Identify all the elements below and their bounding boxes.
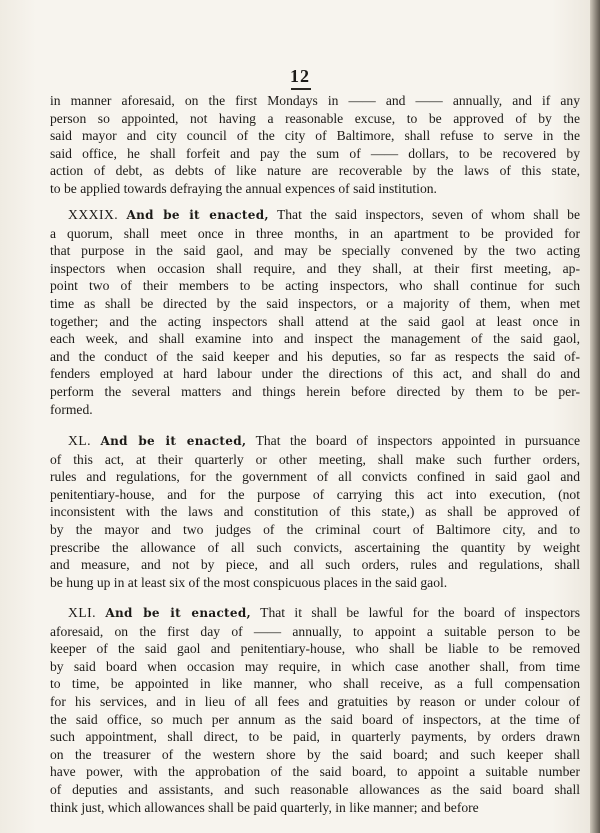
text-line: prescribe the allowance of all such convicts, ascertaining the quantity by weight [50,539,580,555]
text-line: be hung up in at least six of the most conspicuous places in the said gaol. [50,574,448,590]
enacting-clause: And be it enacted, [105,606,252,620]
text-line: fenders employed at hard labour under the directions of this act, and shall do and [50,366,580,382]
section-xxxix [50,206,580,418]
text-line: each week, and shall examine into and inspect the management of the said gaol, [50,331,580,347]
enacting-clause: And be it enacted, [100,434,247,448]
text-line: by said board when occasion may require, in which case another shall, from time [50,658,580,674]
section-xl [50,432,580,591]
text-line: time as shall be directed by the said inspectors, or a majority of them, when met [50,295,580,311]
text-line: to be applied towards defraying the annual expences of said institution. [50,180,437,196]
text-line: keeper of the said gaol and penitentiary-house, who shall be liable to be removed [50,641,580,657]
text-line: That the board of inspectors appointed in pursuance [255,433,580,448]
text-line: aforesaid, on the first day of —— annually, to appoint a suitable person to be [50,623,580,639]
text-line: perform the several matters and things herein before directed by them to be per- [50,383,580,399]
text-line: on the treasurer of the western shore by the said board; and such keeper shall [50,746,580,762]
text-line: together; and the acting inspectors shall attend at the said gaol at least once in [50,313,580,329]
text-line: said mayor and city council of the city of Baltimore, shall refuse to serve in the [50,128,580,144]
text-line: That the said inspectors, seven of whom shall be [276,207,580,222]
section-first-line [50,604,580,623]
text-line: a quorum, shall meet once in three months, in an apartment to be provided for [50,225,580,241]
text-line: said office, he shall forfeit and pay the sum of —— dollars, to be recovered by [50,145,580,161]
enacting-clause: And be it enacted, [126,208,269,222]
section-first-line [50,206,580,225]
text-line: inspectors when occasion shall require, and they shall, at their first meeting, ap- [50,260,580,276]
text-line: think just, which allowances shall be paid quarterly, in like manner; and before [50,799,479,815]
text-line: the said office, so much per annum as the said board of inspectors, at the time of [50,711,580,727]
text-line: formed. [50,401,93,417]
paragraph-continuation [50,92,580,198]
binding-edge [590,0,600,833]
section-number: XXXIX. [68,207,119,222]
text-line: by the mayor and two judges of the criminal court of Baltimore city, and to [50,521,580,537]
text-line: to time, be appointed in like manner, who shall receive, as a full compensation [50,676,580,692]
text-line: for his services, and in lieu of all fees and gratuities by reason or under colour of [50,693,580,709]
text-line: inconsistent with the laws and constitution of this state,) as shall be approved of [50,504,580,520]
text-line: action of debt, as debts of like nature are recoverable by the laws of this state, [50,163,580,179]
section-number: XLI. [68,605,97,620]
text-line: such appointment, shall direct, to be paid, in quarterly payments, by orders drawn [50,729,580,745]
page-number-rule [291,88,311,90]
text-line: and the conduct of the said keeper and his deputies, so far as respects the said of- [50,348,580,364]
text-line: have power, with the approbation of the said board, to appoint a suitable number [50,764,580,780]
text-line: in manner aforesaid, on the first Mondays in —— and —— annually, and if any [50,93,580,108]
text-line: point two of their members to be acting inspectors, who shall continue for such [50,278,580,294]
section-number: XL. [68,433,92,448]
page-number: 12 [290,66,310,86]
section-xli [50,604,580,816]
text-line: person so appointed, not having a reasonable excuse, to be approved of by the [50,110,580,126]
text-line: That it shall be lawful for the board of inspectors [260,605,580,620]
section-first-line [50,432,580,451]
text-line: of deputies and assistants, and such reasonable allowances as the said board shall [50,781,580,797]
text-line: of this act, at their quarterly or other meeting, shall make such further orders, [50,451,580,467]
text-line: and measure, and not by piece, and all such orders, rules and regulations, shall [50,557,580,573]
text-line: rules and regulations, for the government of all convicts confined in said gaol and [50,469,580,485]
text-line: penitentiary-house, and for the purpose of carrying this act into execution, (not [50,486,580,502]
text-line: that purpose in the said gaol, and may be specially convened by the two acting [50,243,580,259]
